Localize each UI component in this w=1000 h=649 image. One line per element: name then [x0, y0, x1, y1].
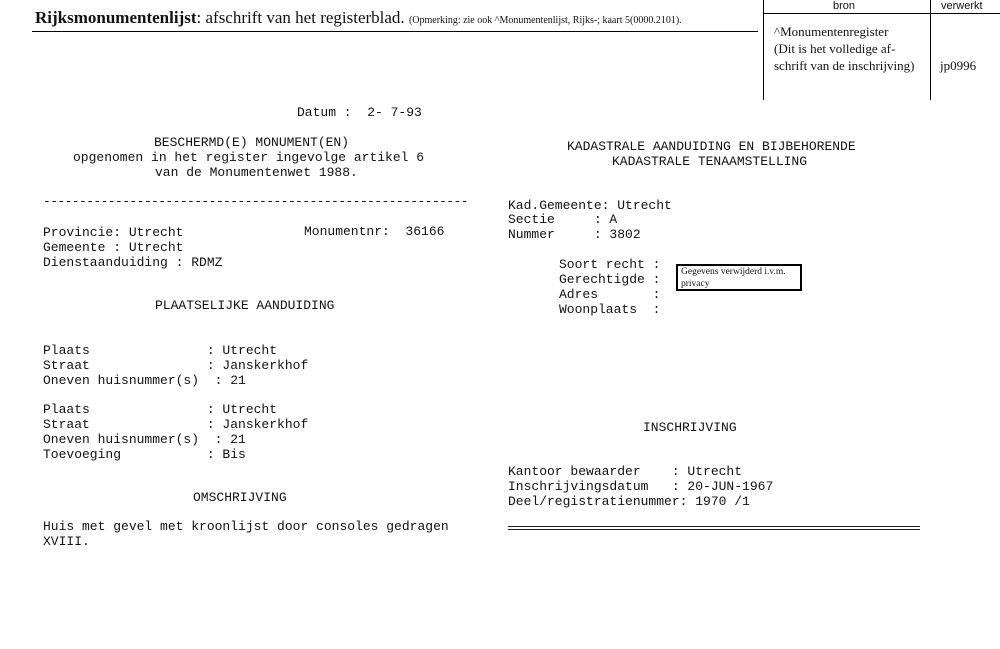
rights-line: Gerechtigde : — [559, 272, 661, 287]
monumentnr-field: Monumentnr: 36166 — [304, 224, 445, 239]
kadastrale-line: Sectie : A — [508, 212, 618, 227]
location-line: Toevoeging : Bis — [43, 447, 246, 462]
verwerkt-value: jp0996 — [940, 58, 977, 73]
bron-left-border — [763, 0, 764, 100]
rights-line: Soort recht : — [559, 257, 661, 272]
title-rest: : afschrift van het registerblad. — [196, 8, 405, 27]
monument-heading-line: BESCHERMD(E) MONUMENT(EN) — [154, 135, 350, 150]
inschrijving-line: Kantoor bewaarder : Utrecht — [508, 464, 743, 479]
omschrijving-line: Huis met gevel met kroonlijst door consoles gedragen — [43, 519, 449, 534]
monument-heading-line: opgenomen in het register ingevolge artikel 6 — [73, 150, 425, 165]
verwerkt-left-border — [930, 0, 931, 100]
bron-line: ^Monumentenregister — [774, 24, 889, 39]
location-line: Straat : Janskerkhof — [43, 417, 309, 432]
inschrijving-line: Inschrijvingsdatum : 20-JUN-1967 — [508, 479, 774, 494]
bron-column-header: bron — [833, 0, 856, 12]
privacy-redaction-box — [676, 264, 802, 291]
location-line: Oneven huisnummer(s) : 21 — [43, 432, 246, 447]
datum-line: Datum : 2- 7-93 — [297, 105, 422, 120]
rights-line: Woonplaats : — [559, 302, 661, 317]
location-line: Straat : Janskerkhof — [43, 358, 309, 373]
plaatselijke-aanduiding-heading: PLAATSELIJKE AANDUIDING — [155, 298, 335, 313]
title-bold: Rijksmonumentenlijst — [35, 8, 197, 27]
dienstaanduiding-field: Dienstaanduiding : RDMZ — [43, 255, 223, 270]
page-title — [35, 8, 682, 28]
gemeente-field: Gemeente : Utrecht — [43, 240, 184, 255]
bron-line: schrift van de inschrijving) — [774, 58, 915, 73]
inschrijving-heading: INSCHRIJVING — [643, 420, 737, 435]
rights-line: Adres : — [559, 287, 661, 302]
header-row-divider — [763, 13, 1000, 14]
double-rule-separator — [508, 526, 920, 530]
kadastrale-line: Kad.Gemeente: Utrecht — [508, 198, 672, 213]
kadastrale-line: Nummer : 3802 — [508, 227, 641, 242]
privacy-redaction-note: Gegevens verwijderd i.v.m. privacy — [681, 267, 786, 289]
location-line: Plaats : Utrecht — [43, 343, 278, 358]
location-line: Oneven huisnummer(s) : 21 — [43, 373, 246, 388]
verwerkt-column-header: verwerkt — [941, 0, 983, 12]
title-underline — [32, 31, 758, 32]
title-note: (Opmerking: zie ook ^Monumentenlijst, Rijks-; kaart 5(0000.2101). — [408, 15, 682, 26]
omschrijving-heading: OMSCHRIJVING — [193, 490, 287, 505]
bron-line: (Dit is het volledige af- — [774, 41, 896, 56]
inschrijving-line: Deel/registratienummer: 1970 /1 — [508, 494, 750, 509]
location-line: Plaats : Utrecht — [43, 402, 278, 417]
omschrijving-line: XVIII. — [43, 534, 90, 549]
provincie-field: Provincie: Utrecht — [43, 225, 184, 240]
kadastrale-heading-line: KADASTRALE AANDUIDING EN BIJBEHORENDE — [567, 139, 856, 154]
dashed-separator: ----------------------------------------------------------- — [43, 194, 468, 209]
monument-heading-line: van de Monumentenwet 1988. — [155, 165, 358, 180]
kadastrale-heading-line: KADASTRALE TENAAMSTELLING — [612, 154, 808, 169]
